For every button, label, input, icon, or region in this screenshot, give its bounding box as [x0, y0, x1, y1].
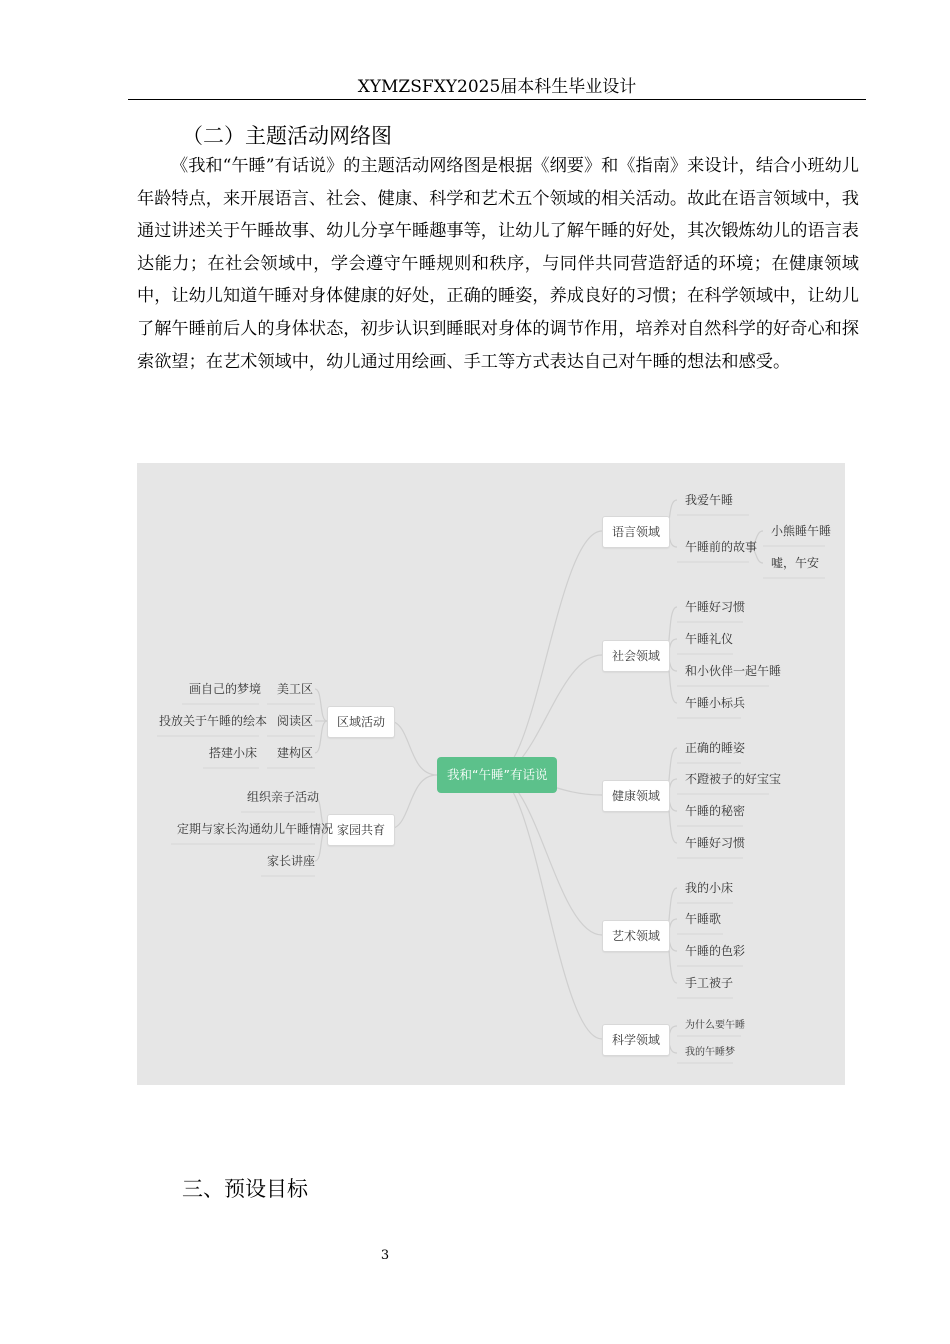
area-zone: 建构区 — [277, 746, 314, 760]
area-activity: 画自己的梦境 — [189, 682, 262, 696]
language-item: 我爱午睡 — [685, 493, 734, 507]
mindmap-figure — [137, 463, 845, 1085]
art-item: 午睡歌 — [685, 912, 722, 926]
area-zone: 美工区 — [277, 682, 314, 696]
social-item: 午睡礼仪 — [685, 632, 734, 646]
body-paragraph: 《我和“午睡”有话说》的主题活动网络图是根据《纲要》和《指南》来设计，结合小班幼儿年龄特点，来开展语言、社会、健康、科学和艺术五个领域的相关活动。故此在语言领域中，我通过讲述关于午睡故事、幼儿分享午睡趣事等，让幼儿了解午睡的好处，其次锻炼幼儿的语言表达能力；在社会领域中，学会遵守午睡规则和秩序，与同伴共同营造舒适的环境；在健康领域中，让幼儿知道午睡对身体健康的好处，正确的睡姿，养成良好的习惯；在科学领域中，让幼儿了解午睡前后人的身体状态，初步认识到睡眠对身体的调节作用，培养对自然科学的好奇心和探索欲望；在艺术领域中，幼儿通过用绘画、手工等方式表达自己对午睡的想法和感受。 — [137, 156, 859, 372]
social-item: 午睡小标兵 — [685, 696, 746, 710]
area-zone: 阅读区 — [277, 714, 314, 728]
social-item: 午睡好习惯 — [685, 600, 746, 614]
science-item: 我的午睡梦 — [685, 1047, 735, 1058]
area-activity: 搭建小床 — [209, 746, 258, 760]
branch-health: 健康领域 — [602, 780, 670, 812]
branch-art: 艺术领域 — [602, 920, 670, 952]
section-title: 三、预设目标 — [182, 1177, 308, 1201]
branch-language: 语言领域 — [602, 516, 670, 548]
page-header: XYMZSFXY2025届本科生毕业设计 — [128, 75, 866, 100]
art-item: 我的小床 — [685, 881, 734, 895]
page-number: 3 — [380, 1248, 390, 1263]
art-item: 手工被子 — [685, 976, 734, 990]
branch-home: 家园共育 — [327, 814, 395, 846]
art-item: 午睡的色彩 — [685, 944, 746, 958]
language-subitem: 嘘，午安 — [771, 556, 820, 570]
mindmap-root: 我和“午睡”有话说 — [437, 757, 557, 793]
branch-social: 社会领域 — [602, 640, 670, 672]
health-item: 午睡好习惯 — [685, 836, 746, 850]
area-activity: 投放关于午睡的绘本 — [159, 714, 268, 728]
language-item: 午睡前的故事 — [685, 540, 758, 554]
science-item: 为什么要午睡 — [685, 1020, 745, 1031]
home-item: 定期与家长沟通幼儿午睡情况 — [177, 822, 334, 836]
language-subitem: 小熊睡午睡 — [771, 524, 832, 538]
section-title: （二）主题活动网络图 — [182, 124, 392, 148]
health-item: 午睡的秘密 — [685, 804, 746, 818]
social-item: 和小伙伴一起午睡 — [685, 664, 782, 678]
health-item: 不蹬被子的好宝宝 — [685, 772, 782, 786]
branch-science: 科学领域 — [602, 1024, 670, 1056]
home-item: 组织亲子活动 — [247, 790, 320, 804]
branch-area: 区域活动 — [327, 706, 395, 738]
home-item: 家长讲座 — [267, 854, 316, 868]
health-item: 正确的睡姿 — [685, 741, 746, 755]
